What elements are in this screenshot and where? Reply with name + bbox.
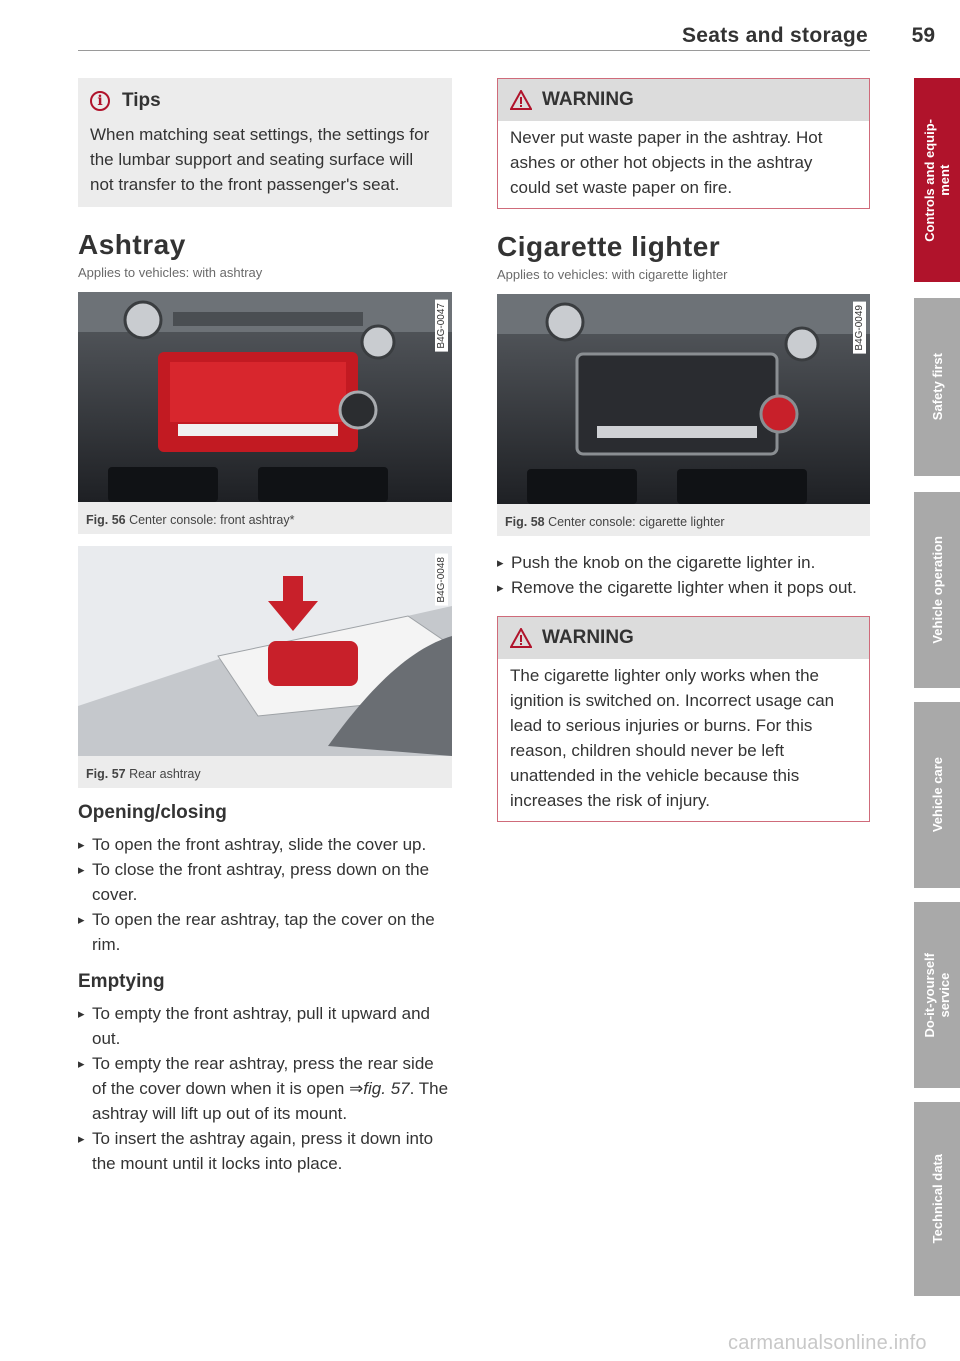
- emptying-list: [78, 1001, 452, 1176]
- emptying-heading: Emptying: [78, 971, 165, 992]
- tab-vehicle-care[interactable]: [914, 702, 960, 888]
- warning-box-lighter: [497, 616, 870, 822]
- figure-56: [78, 292, 452, 534]
- figure-57-caption: [78, 761, 452, 788]
- figure-58: [497, 294, 870, 536]
- right-column: [497, 78, 870, 822]
- page-number: 59: [911, 24, 935, 47]
- tab-controls-and-equipment[interactable]: [914, 78, 960, 282]
- list-item-text: To empty the rear ashtray, press the rear side of the cover down when it is open: [92, 1054, 434, 1098]
- header-rule: [78, 50, 870, 51]
- warning-box-ashtray: [497, 78, 870, 209]
- figure-58-label: Fig. 58: [505, 515, 545, 529]
- warning-header: [498, 617, 869, 659]
- figure-57: [78, 546, 452, 788]
- warning-icon: [510, 628, 532, 648]
- section-title: Seats and storage: [682, 24, 868, 47]
- info-icon: i: [90, 91, 110, 111]
- tab-safety-first[interactable]: [914, 298, 960, 476]
- figure-57-label: Fig. 57: [86, 767, 126, 781]
- opening-closing-list: [78, 832, 452, 957]
- watermark: carmanualsonline.info: [728, 1332, 927, 1354]
- warning-header: [498, 79, 869, 121]
- front-ashtray-image: [78, 292, 452, 507]
- tab-label: Vehicle operation: [929, 536, 945, 644]
- warning-text: The cigarette lighter only works when the ignition is switched on. Incorrect usage can lead to serious injuries or burns. For this reason, children should never be left unattended in the vehicle because this increases the risk of injury.: [510, 666, 835, 810]
- tab-label: Controls and equip- ment: [922, 118, 952, 242]
- figure-56-text: Center console: front ashtray*: [129, 513, 295, 527]
- figure-58-text: Center console: cigarette lighter: [548, 515, 725, 529]
- tab-label: Technical data: [929, 1154, 945, 1244]
- tab-label: Vehicle care: [929, 757, 945, 833]
- figure-58-caption: [497, 509, 870, 536]
- warning-text: Never put waste paper in the ashtray. Hot ashes or other hot objects in the ashtray could set waste paper on fire.: [510, 128, 823, 197]
- tips-header: [90, 86, 438, 116]
- list-item: ▸ To close the front ashtray, press down on the cover.: [78, 857, 452, 907]
- list-item: ▸ To open the rear ashtray, tap the cover on the rim.: [78, 907, 452, 957]
- warning-title: WARNING: [542, 89, 634, 110]
- tab-label: Safety first: [929, 353, 945, 421]
- tab-technical-data[interactable]: [914, 1102, 960, 1296]
- left-column: [78, 78, 452, 1176]
- figure-56-caption: [78, 507, 452, 534]
- list-item: [78, 1051, 452, 1126]
- cigarette-lighter-image: [497, 294, 870, 509]
- list-item: ▸ To open the front ashtray, slide the cover up.: [78, 832, 452, 857]
- lighter-list: [497, 550, 870, 600]
- figure-56-label: Fig. 56: [86, 513, 126, 527]
- ashtray-applies: Applies to vehicles: with ashtray: [78, 265, 263, 280]
- tips-box: [78, 78, 452, 207]
- tab-label: Do-it-yourself service: [922, 952, 952, 1038]
- warning-icon: [510, 90, 532, 110]
- opening-closing-heading: Opening/closing: [78, 802, 227, 823]
- figure-56-code: B4G-0047: [435, 300, 448, 352]
- figure-57-text: Rear ashtray: [129, 767, 201, 781]
- list-item: ▸ Push the knob on the cigarette lighter in.: [497, 550, 870, 575]
- tips-title: Tips: [122, 90, 161, 111]
- figure-58-code: B4G-0049: [853, 302, 866, 354]
- warning-title: WARNING: [542, 627, 634, 648]
- rear-ashtray-image: [78, 546, 452, 761]
- list-item: ▸ Remove the cigarette lighter when it pops out.: [497, 575, 870, 600]
- list-item: ▸ To empty the front ashtray, pull it upward and out.: [78, 1001, 452, 1051]
- list-item: ▸ To insert the ashtray again, press it down into the mount until it locks into place.: [78, 1126, 452, 1176]
- cigarette-lighter-heading: Cigarette lighter: [497, 231, 721, 262]
- lighter-applies: Applies to vehicles: with cigarette lighter: [497, 267, 728, 282]
- tab-do-it-yourself-service[interactable]: [914, 902, 960, 1088]
- figure-57-link[interactable]: ⇒fig. 57: [349, 1079, 410, 1098]
- list-item-tail: . The ashtray will lift up out of its mount.: [92, 1079, 449, 1123]
- ashtray-heading: Ashtray: [78, 229, 186, 260]
- tips-text: When matching seat settings, the settings for the lumbar support and seating surface will not transfer to the front passenger's seat.: [90, 125, 430, 194]
- tab-vehicle-operation[interactable]: [914, 492, 960, 688]
- figure-57-code: B4G-0048: [435, 554, 448, 606]
